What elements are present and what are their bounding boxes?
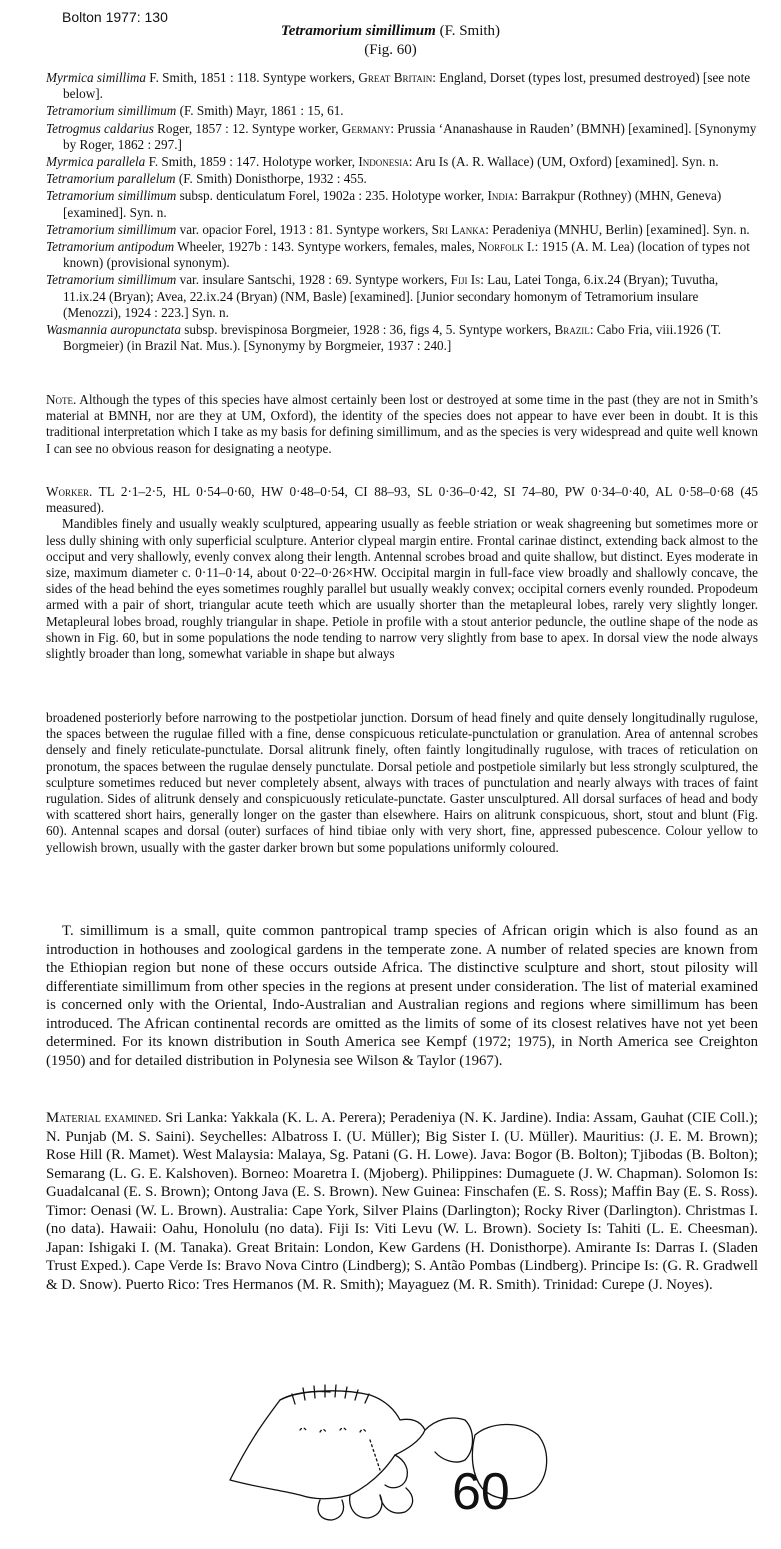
synonym-country: Fiji Is [450, 272, 481, 288]
synonym-country: Indonesia [358, 154, 409, 170]
synonym-entry [46, 322, 758, 354]
note-label: Note. [46, 392, 77, 407]
synonym-name: Myrmica parallela [46, 154, 146, 170]
material-examined [46, 1109, 758, 1294]
synonym-name: Tetramorium parallelum [46, 171, 176, 187]
worker-measurements: TL 2·1–2·5, HL 0·54–0·60, HW 0·48–0·54, CI 88–93, SL 0·36–0·42, SI 74–80, PW 0·34–0·40, AL 0·58–0·68 (45 measured). [46, 484, 758, 516]
synonym-entry [46, 154, 758, 170]
synonym-detail: : Prussia ‘Ananashause in Rauden’ (BMNH) [examined]. [Synonymy by Roger, 1862 : 297.] [63, 120, 757, 152]
synonym-country: India [487, 188, 515, 204]
synonym-entry [46, 121, 758, 153]
synonym-citation: var. insulare Santschi, 1928 : 69. Syntype workers, [176, 272, 451, 288]
synonym-citation: (F. Smith) Donisthorpe, 1932 : 455. [175, 171, 367, 187]
synonym-citation: var. opacior Forel, 1913 : 81. Syntype workers, [176, 221, 432, 237]
synonym-name: Tetramorium simillimum [46, 103, 177, 119]
synonym-citation: subsp. brevispinosa Borgmeier, 1928 : 36, figs 4, 5. Syntype workers, [180, 322, 555, 338]
figure-number: 60 [452, 1463, 510, 1521]
figure-reference: (Fig. 60) [364, 42, 417, 58]
synonym-citation: F. Smith, 1851 : 118. Syntype workers, [146, 70, 359, 85]
synonym-country: Sri Lanka [431, 221, 486, 237]
synonym-citation: subsp. denticulatum Forel, 1902a : 235. Holotype worker, [176, 188, 488, 204]
note-text: Although the types of this species have almost certainly been lost or destroyed at some time in the past (they are not in Smith’s material at BMNH, nor are they at UM, Oxford), the identity of the species does not appear to have ever been in doubt. It is this traditional interpretation which I take as my basis for defining simillimum, and as the species is very widespread and quite well known I can see no obvious reason for designating a neotype. [46, 392, 758, 456]
material-label: Material examined. [46, 1110, 162, 1126]
synonym-detail: : Barrakpur (Rothney) (MHN, Geneva) [examined]. Syn. n. [63, 188, 722, 220]
synonym-name: Tetramorium simillimum [46, 188, 177, 204]
synonym-detail: : Cabo Fria, viii.1926 (T. Borgmeier) (in Brazil Nat. Mus.). [Synonymy by Borgmeier, 1937 : 240.] [63, 322, 722, 354]
synonym-name: Wasmannia auropunctata [46, 322, 181, 338]
synonym-country: Great Britain [358, 70, 433, 85]
synonym-entry [46, 239, 758, 271]
synonym-entry [46, 188, 758, 220]
synonym-entry [46, 222, 758, 238]
note-paragraph [46, 392, 758, 457]
worker-label: Worker. [46, 484, 93, 499]
synonym-entry [46, 171, 758, 187]
synonym-detail: : 1915 (A. M. Lea) (location of types not known) (provisional synonym). [63, 239, 750, 271]
synonym-citation: F. Smith, 1859 : 147. Holotype worker, [145, 154, 359, 170]
species-name: Tetramorium simillimum [280, 23, 436, 39]
synonymy-list [46, 70, 758, 355]
synonym-name: Tetramorium simillimum [46, 221, 177, 237]
worker-paragraph-1: Mandibles finely and usually weakly sculptured, appearing usually as feeble striation or weak shagreening but sometimes more or less dully shining with only superficial sculpture. Anterior clypeal margin entire. Frontal carinae distinct, extending back almost to the occiput and very shallowly, evenly convex along their length. Antennal scrobes broad and quite shallow, but distinct. Eyes moderate in size, maximum diameter c. 0·11–0·14, about 0·22–0·26×HW. Occipital margin in full-face view broadly and shallowly concave, the sides of the head behind the eyes sometimes roughly parallel but usually weakly convex; occipital corners evenly rounded. Propodeum armed with a pair of short, triangular acute teeth which are usually shorter than the metapleural lobes, rarely very slightly longer. Metapleural lobes broad, roughly triangular in shape. Petiole in profile with a stout anterior peduncle, the outline shape of the node as shown in Fig. 60, but in some populations the node tending to narrow very slightly from base to apex. In dorsal view the node always slightly broader than long, somewhat variable in shape but always [46, 516, 758, 662]
worker-paragraph-2 [46, 710, 758, 856]
synonym-name: Tetramorium simillimum [46, 272, 177, 288]
synonym-citation: Wheeler, 1927b : 143. Syntype workers, females, males, [174, 239, 479, 255]
species-author: (F. Smith) [439, 23, 501, 39]
material-text: Sri Lanka: Yakkala (K. L. A. Perera); Peradeniya (N. K. Jardine). India: Assam, Gauhat (CIE Coll.); N. Punjab (M. S. Saini). Seychelles: Albatross I. (U. Müller); Big Sister I. (U. Müller). Mauritius: (J. E. M. Brown); Rose Hill (R. Mamet). West Malaysia: Malaya, Sg. Patani (G. H. Lowe). Java: Bogor (B. Bolton); Tjibodas (B. Bolton); Semarang (L. G. E. Kalshoven). Borneo: Moaretra I. (Mjoberg). Philippines: Dumaguete (J. W. Chapman). Solomon Is: Guadalcanal (E. S. Brown); Ontong Java (E. S. Brown). New Guinea: Finschafen (E. S. Ross); Maffin Bay (E. S. Ross). Timor: Oenasi (W. L. Brown). Australia: Cape York, Silver Plains (Darlington); Rocky River (Darlington). Christmas I. (no data). Hawaii: Oahu, Honolulu (no data). Fiji Is: Viti Levu (W. L. Brown). Society Is: Tahiti (L. E. Cheesman). Japan: Ishigaki I. (M. Tanaka). Great Britain: London, Kew Gardens (H. Donisthorpe). Amirante Is: Darras I. (Sladen Trust Exped.). Cape Verde Is: Bravo Nova Cintro (Lindberg); S. Antão Pombas (Lindberg). Principe Is: (G. R. Gradwell & D. Snow). Puerto Rico: Tres Hermanos (M. R. Smith); Mayaguez (M. R. Smith). Trinidad: Curepe (J. Noyes). [46, 1110, 758, 1293]
synonym-detail: : Peradeniya (MNHU, Berlin) [examined]. Syn. n. [485, 221, 750, 237]
remarks-text: T. simillimum is a small, quite common pantropical tramp species of African origin which is also found as an introduction in hothouses and zoological gardens in the temperate zone. A number of related species are known from the Ethiopian region but none of these occurs outside Africa. The distinctive sculpture and short, stout pilosity will differentiate simillimum from other species in the regions at present under consideration. The list of material examined is concerned only with the Oriental, Indo-Australian and Australian regions and regions where simillimum has been introduced. The African continental records are omitted as the limits of some of its closest relatives have not yet been determined. For its known distribution in South America see Kempf (1972; 1975), in North America see Creighton (1950) and for detailed distribution in Polynesia see Wilson & Taylor (1967). [46, 923, 758, 1069]
synonym-name: Myrmica simillima [46, 70, 146, 85]
species-heading [0, 23, 781, 40]
synonym-entry [46, 272, 758, 321]
source-reference: Bolton 1977: 130 [62, 9, 168, 25]
synonym-entry [46, 70, 758, 102]
worker-paragraph-2-text: broadened posteriorly before narrowing to the postpetiolar junction. Dorsum of head finely and quite densely longitudinally rugulose, the spaces between the rugulae filled with a fine, dense conspicuous reticulate-punctulation or granulation. Area of antennal scrobes densely and finely reticulate-punctulate. Dorsal alitrunk finely, often faintly longitudinally rugulose, with traces of reticulation on pronotum, the spaces between the rugulae densely punctulate. Dorsal petiole and postpetiole similarly but less strongly sculptured, the sculpture sometimes reduced but never completely absent, always with traces of punctulation and nearly always with traces of faint rugulation. Sides of alitrunk densely and conspicuously reticulate-punctate. Gaster unsculptured. All dorsal surfaces of head and body with scattered short hairs, generally longer on the gaster than elsewhere. Hairs on alitrunk conspicuous, short, stout and blunt (Fig. 60). Antennal scapes and dorsal (outer) surfaces of hind tibiae only with very short, fine, appressed pubescence. Colour yellow to yellowish brown, usually with the gaster darker brown but some populations uniformly coloured. [46, 710, 758, 855]
synonym-citation: (F. Smith) Mayr, 1861 : 15, 61. [176, 103, 344, 119]
worker-description [46, 484, 758, 662]
synonym-name: Tetrogmus caldarius [46, 120, 154, 136]
synonym-detail: : England, Dorset (types lost, presumed destroyed) [see note below]. [63, 70, 751, 102]
synonym-country: Germany [341, 120, 391, 136]
synonym-citation: Roger, 1857 : 12. Syntype worker, [153, 120, 342, 136]
synonym-detail: : Lau, Latei Tonga, 6.ix.24 (Bryan); Tuvutha, 11.ix.24 (Bryan); Avea, 22.ix.24 (Bryan) (NM, Basle) [examined]. [Junior secondary homonym of Tetramorium insulare (Menozzi), 1924 : 223.] Syn. n. [63, 272, 719, 320]
synonym-country: Norfolk I. [478, 239, 535, 255]
synonym-detail: : Aru Is (A. R. Wallace) (UM, Oxford) [examined]. Syn. n. [408, 154, 719, 170]
synonym-name: Tetramorium antipodum [46, 239, 175, 255]
remarks-paragraph [46, 922, 758, 1070]
synonym-entry [46, 103, 758, 119]
synonym-country: Brazil [554, 322, 590, 338]
